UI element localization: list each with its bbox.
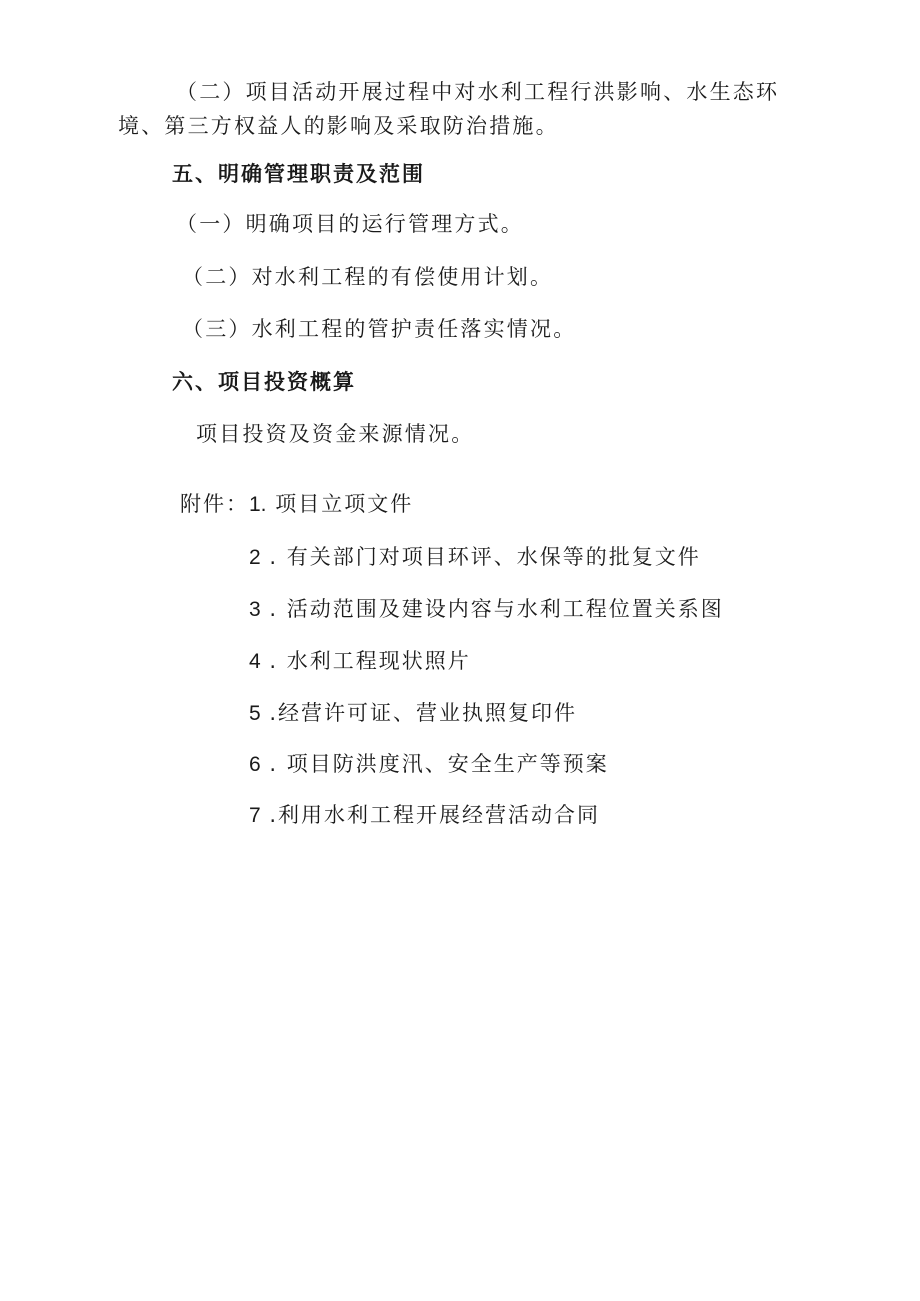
attachment-number: 4 [249, 650, 261, 673]
attachment-number: 1. [249, 493, 267, 516]
paragraph-flood-impact-line1: （二）项目活动开展过程中对水利工程行洪影响、水生态环 [176, 80, 780, 104]
attachment-item-6 [249, 750, 609, 779]
section-heading-investment: 六、项目投资概算 [172, 370, 356, 394]
attachment-text: . 项目防洪度汛、安全生产等预案 [260, 752, 609, 776]
paragraph-flood-impact-line2: 境、第三方权益人的影响及采取防治措施。 [118, 114, 559, 138]
attachment-item-2 [249, 543, 701, 572]
attachment-item-4 [249, 647, 471, 676]
attachment-number: 3 [249, 598, 261, 621]
attachment-text: .利用水利工程开展经营活动合同 [260, 803, 601, 827]
attachment-text: . 活动范围及建设内容与水利工程位置关系图 [260, 597, 724, 621]
attachment-number: 2 [249, 546, 261, 569]
attachment-text: .经营许可证、营业执照复印件 [260, 701, 578, 725]
paragraph-investment-source: 项目投资及资金来源情况。 [196, 422, 475, 446]
attachment-text: . 水利工程现状照片 [260, 649, 471, 673]
attachment-item-7 [249, 801, 600, 830]
attachment-item-5 [249, 699, 577, 728]
list-item-maintenance-responsibility: （三）水利工程的管护责任落实情况。 [182, 317, 577, 341]
attachment-item-3 [249, 595, 724, 624]
section-heading-management: 五、明确管理职责及范围 [172, 162, 425, 186]
attachment-text: . 有关部门对项目环评、水保等的批复文件 [260, 545, 701, 569]
list-item-paid-use-plan: （二）对水利工程的有偿使用计划。 [182, 265, 554, 289]
attachment-text: 项目立项文件 [266, 492, 414, 516]
attachment-number: 7 [249, 804, 261, 827]
list-item-management-mode: （一）明确项目的运行管理方式。 [176, 212, 524, 236]
attachment-number: 6 [249, 753, 261, 776]
attachment-number: 5 [249, 702, 261, 725]
attachment-item-1 [180, 490, 413, 519]
attachment-label: 附件： [180, 492, 249, 516]
